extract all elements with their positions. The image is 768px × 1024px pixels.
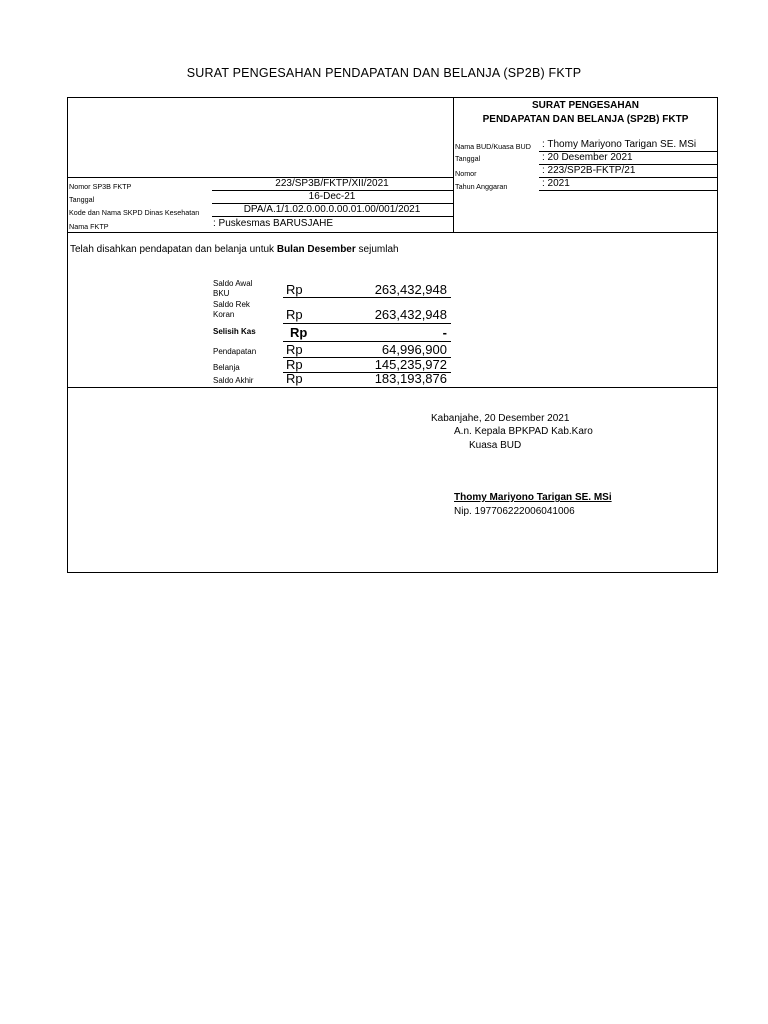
currency-label: Rp [286, 282, 303, 297]
sp2b-number-label: Nomor [455, 169, 477, 178]
amount-underline [283, 297, 451, 298]
amount-pendapatan: 64,996,900 [381, 342, 447, 357]
sp3b-number-label: Nomor SP3B FKTP [69, 182, 132, 191]
sp2b-date-label: Tanggal [455, 154, 481, 163]
label-line2: Koran [213, 310, 235, 319]
amount-label-selisih: Selisih Kas [213, 327, 256, 336]
currency-label: Rp [286, 307, 303, 322]
currency-label: Rp [286, 342, 303, 357]
label-line2: BKU [213, 289, 230, 298]
bud-name-value: : Thomy Mariyono Tarigan SE. MSi [542, 139, 697, 150]
skpd-code-value: DPA/A.1/1.02.0.00.0.00.01.00/001/2021 [243, 204, 421, 215]
amount-label-saldo-awal [213, 279, 252, 299]
fktp-name-label: Nama FKTP [69, 222, 109, 231]
sp3b-date-label: Tanggal [69, 195, 95, 204]
bud-name-label: Nama BUD/Kuasa BUD [455, 142, 531, 151]
amount-saldo-akhir: 183,193,876 [374, 371, 447, 386]
sp3b-number-value: 223/SP3B/FKTP/XII/2021 [275, 178, 389, 189]
fktp-name-value: : Puskesmas BARUSJAHE [213, 218, 334, 229]
amount-belanja: 145,235,972 [374, 357, 447, 372]
statement-prefix: Telah disahkan pendapatan dan belanja untuk [70, 244, 277, 255]
row-line [212, 216, 453, 217]
amount-saldo-awal: 263,432,948 [374, 282, 447, 297]
statement-period: Bulan Desember [276, 244, 356, 255]
signatory-nip: Nip. 197706222006041006 [454, 506, 575, 517]
signature-on-behalf: A.n. Kepala BPKPAD Kab.Karo [454, 426, 593, 437]
sp2b-number-value: : 223/SP2B-FKTP/21 [542, 165, 636, 176]
sp3b-date-value: 16-Dec-21 [308, 191, 356, 202]
amount-label-saldo-rek [213, 300, 250, 320]
statement-text [70, 244, 399, 255]
fiscal-year-value: : 2021 [542, 178, 570, 189]
label-line1: Saldo Awal [213, 279, 253, 288]
signature-role: Kuasa BUD [469, 440, 522, 451]
currency-label: Rp [286, 371, 303, 386]
signature-place-date: Kabanjahe, 20 Desember 2021 [431, 413, 570, 424]
statement-suffix: sejumlah [355, 244, 399, 255]
label-line1: Saldo Rek [213, 300, 250, 309]
amount-label-pendapatan: Pendapatan [213, 347, 257, 356]
amount-label-saldo-akhir: Saldo Akhir [213, 376, 254, 385]
signatory-name: Thomy Mariyono Tarigan SE. MSi [454, 492, 612, 503]
right-header-line2: PENDAPATAN DAN BELANJA (SP2B) FKTP [482, 114, 689, 125]
amount-selisih: - [442, 325, 447, 340]
fiscal-year-label: Tahun Anggaran [455, 182, 508, 191]
row-line [539, 190, 717, 191]
right-header-line1: SURAT PENGESAHAN [531, 100, 640, 111]
section-line [67, 387, 718, 388]
amount-saldo-rek: 263,432,948 [374, 307, 447, 322]
sp2b-date-value: : 20 Desember 2021 [542, 152, 633, 163]
amount-underline [283, 323, 451, 324]
currency-label: Rp [286, 357, 303, 372]
skpd-code-label: Kode dan Nama SKPD Dinas Kesehatan [69, 208, 200, 217]
section-line [67, 232, 718, 233]
amount-label-belanja: Belanja [213, 363, 240, 372]
currency-label: Rp [290, 325, 308, 340]
document-title: SURAT PENGESAHAN PENDAPATAN DAN BELANJA (SP2B) FKTP [186, 66, 582, 80]
